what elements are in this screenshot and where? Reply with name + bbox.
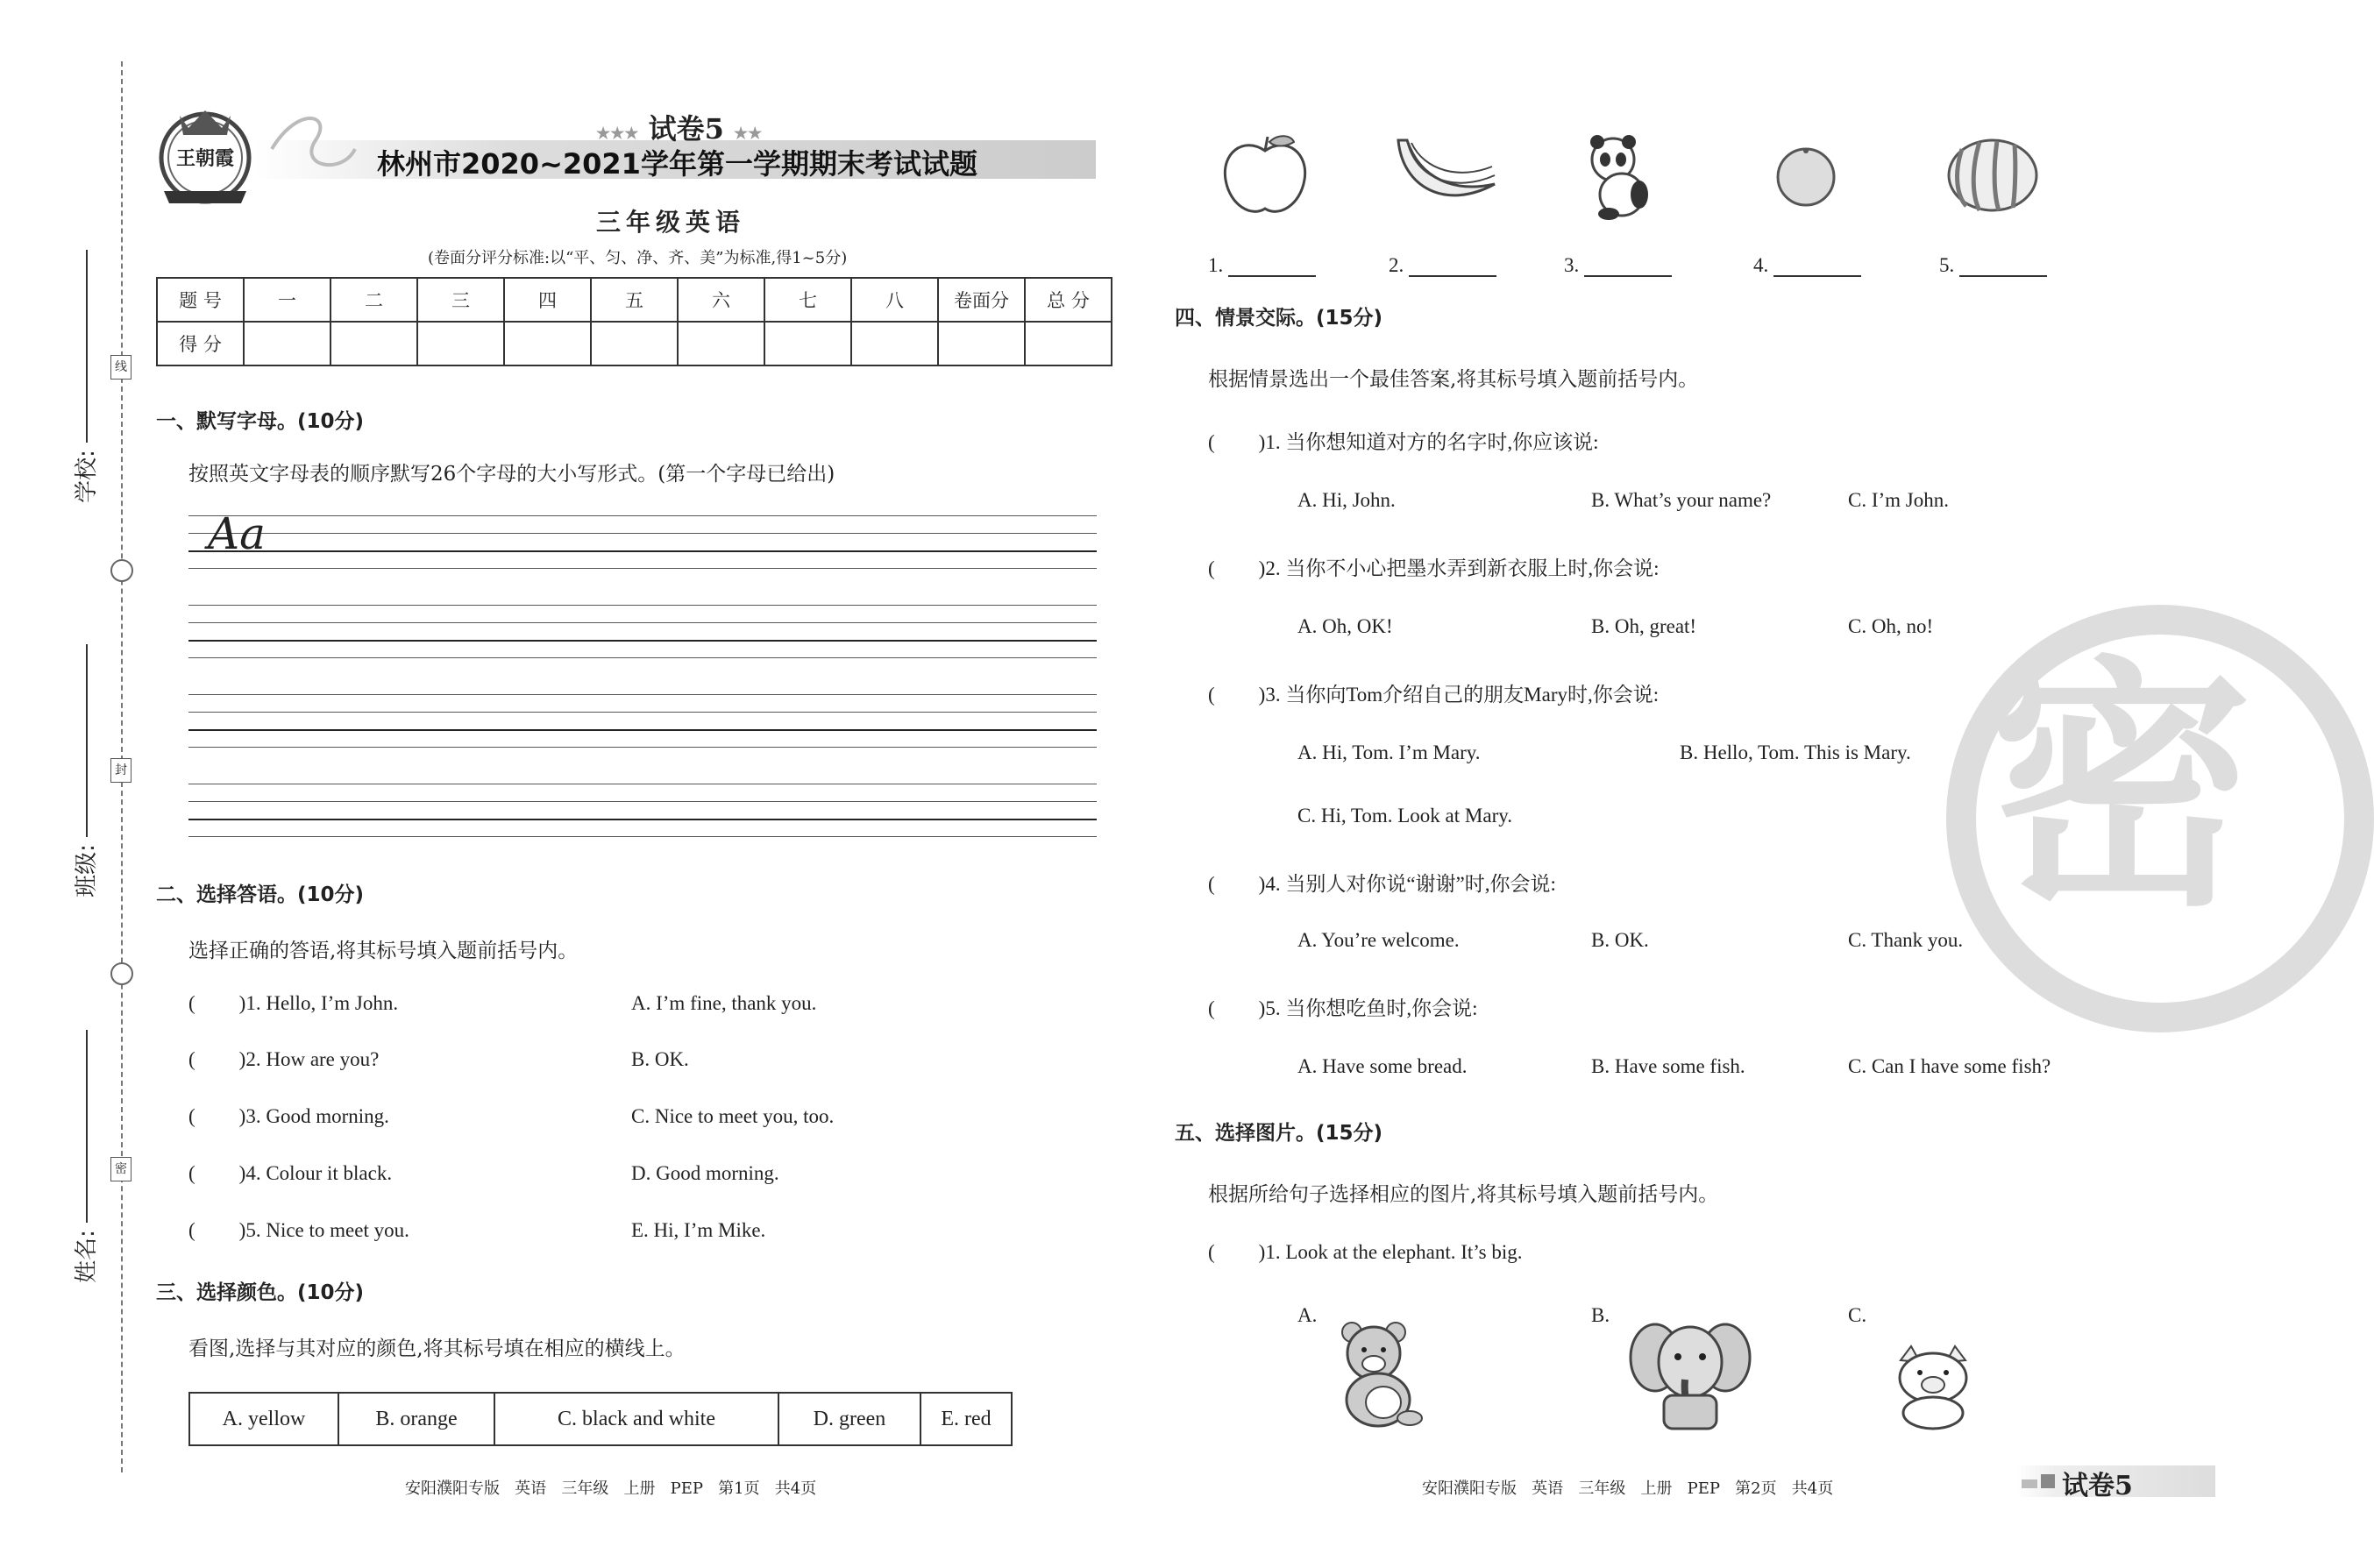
answer-paren-open[interactable]: ( xyxy=(188,992,195,1014)
section4-option: A. Hi, John. xyxy=(1297,489,1396,511)
answer-paren[interactable]: ( ) xyxy=(1208,431,1266,453)
section4-option: B. Hello, Tom. This is Mary. xyxy=(1680,741,1911,763)
section4-heading: 四、情景交际。(15分) xyxy=(1175,307,1383,330)
section4-option: B. Oh, great! xyxy=(1591,615,1697,637)
question-text: 4. Colour it black. xyxy=(245,1162,393,1184)
binding-mark-seal: 封 xyxy=(110,758,131,783)
school-label: 学校: xyxy=(73,450,100,503)
picture-blank[interactable]: 2. xyxy=(1389,254,1496,277)
orange-icon xyxy=(1771,140,1841,214)
answer-paren-close: ) xyxy=(238,1162,246,1184)
score-header-cell: 七 xyxy=(764,278,851,322)
color-option: E. red xyxy=(920,1393,1012,1445)
section5-option-label: C. xyxy=(1848,1304,1867,1326)
section4-option: C. I’m John. xyxy=(1848,489,1949,511)
score-header-cell: 卷面分 xyxy=(938,278,1025,322)
section4-question: ( )2. 当你不小心把墨水弄到新衣服上时,你会说: xyxy=(1208,557,1660,579)
binding-margin xyxy=(0,0,140,1568)
section4-option: A. Hi, Tom. I’m Mary. xyxy=(1297,741,1481,763)
binding-mark-line: 线 xyxy=(110,355,131,380)
section4-question: ( )3. 当你向Tom介绍自己的朋友Mary时,你会说: xyxy=(1208,684,1660,706)
picture-blank[interactable]: 3. xyxy=(1564,254,1672,277)
score-header-cell: 六 xyxy=(678,278,764,322)
binding-mark-secret: 密 xyxy=(110,1157,131,1181)
section4-option: A. Oh, OK! xyxy=(1297,615,1393,637)
section4-option: B. OK. xyxy=(1591,929,1649,951)
handwriting-lines[interactable] xyxy=(188,508,1097,848)
series-label: ★★★ 试卷5 ★★ xyxy=(596,112,763,145)
picture-blank[interactable]: 5. xyxy=(1939,254,2047,277)
binding-circle-icon xyxy=(110,962,133,985)
binding-circle-icon xyxy=(110,559,133,582)
score-table xyxy=(156,277,1112,366)
answer-paren[interactable]: ( ) xyxy=(1208,684,1266,706)
school-field[interactable] xyxy=(68,250,103,513)
score-header-cell: 四 xyxy=(504,278,591,322)
section2-option: B. OK. xyxy=(631,1048,689,1070)
score-header-cell: 一 xyxy=(244,278,331,322)
page-title: 林州市2020~2021学年第一学期期末考试试题 xyxy=(377,147,977,181)
score-input-cell[interactable] xyxy=(417,322,504,365)
score-header-cell: 三 xyxy=(417,278,504,322)
answer-paren[interactable]: ( ) xyxy=(1208,557,1266,579)
section4-question: ( )5. 当你想吃鱼时,你会说: xyxy=(1208,997,1478,1019)
page-subtitle: 三年级英语 xyxy=(596,208,746,237)
score-header-cell: 总 分 xyxy=(1025,278,1112,322)
question-text: 1. Hello, I’m John. xyxy=(245,992,399,1014)
color-option: A. yellow xyxy=(189,1393,338,1445)
color-option: B. orange xyxy=(338,1393,494,1445)
corner-squares xyxy=(2022,1479,2037,1488)
score-input-cell[interactable] xyxy=(938,322,1025,365)
answer-paren[interactable]: ( ) xyxy=(1208,1241,1266,1263)
answer-paren[interactable]: ( ) xyxy=(1208,997,1266,1019)
corner-label: 试卷5 xyxy=(2062,1471,2133,1501)
answer-paren-close: ) xyxy=(238,1219,246,1241)
picture-blank[interactable]: 4. xyxy=(1753,254,1861,277)
section2-option: E. Hi, I’m Mike. xyxy=(631,1219,766,1241)
section4-option: A. You’re welcome. xyxy=(1297,929,1460,951)
pig-icon xyxy=(1885,1343,1981,1434)
left-footer: 安阳濮阳专版 英语 三年级 上册 PEP 第1页 共4页 xyxy=(405,1479,817,1498)
score-header-cell: 题 号 xyxy=(157,278,244,322)
section5-heading: 五、选择图片。(15分) xyxy=(1175,1122,1383,1145)
class-field[interactable] xyxy=(68,644,103,907)
score-input-cell[interactable] xyxy=(851,322,938,365)
class-label: 班级: xyxy=(73,844,100,898)
brand-logo xyxy=(153,103,257,207)
color-option: C. black and white xyxy=(494,1393,778,1445)
score-row-label: 得 分 xyxy=(157,322,244,365)
section4-instruction: 根据情景选出一个最佳答案,将其标号填入题前括号内。 xyxy=(1208,368,1699,391)
section4-option: B. What’s your name? xyxy=(1591,489,1772,511)
section2-question xyxy=(188,1219,409,1242)
section5-instruction: 根据所给句子选择相应的图片,将其标号填入题前括号内。 xyxy=(1208,1183,1719,1206)
section4-question: ( )1. 当你想知道对方的名字时,你应该说: xyxy=(1208,431,1599,453)
name-field[interactable] xyxy=(68,1030,103,1293)
panda-icon xyxy=(1578,133,1657,224)
section5-question: ( )1. Look at the elephant. It’s big. xyxy=(1208,1241,1523,1263)
question-text: 3. Good morning. xyxy=(245,1105,389,1127)
apple-icon xyxy=(1217,131,1313,223)
score-input-cell[interactable] xyxy=(591,322,678,365)
question-text: 5. Nice to meet you. xyxy=(245,1219,409,1241)
section2-question xyxy=(188,992,398,1015)
section4-option: C. Oh, no! xyxy=(1848,615,1934,637)
score-header-cell: 二 xyxy=(331,278,417,322)
corner-squares xyxy=(2041,1474,2055,1488)
answer-paren-open[interactable]: ( xyxy=(188,1162,195,1184)
section2-question xyxy=(188,1048,379,1071)
section1-heading: 一、默写字母。(10分) xyxy=(156,410,365,433)
banana-icon xyxy=(1394,136,1499,218)
brand-logo-text: 王朝霞 xyxy=(175,148,234,170)
picture-blank[interactable]: 1. xyxy=(1208,254,1316,277)
color-options-table xyxy=(188,1392,1013,1446)
question-text: 2. How are you? xyxy=(245,1048,380,1070)
section4-option: C. Thank you. xyxy=(1848,929,1964,951)
section3-heading: 三、选择颜色。(10分) xyxy=(156,1281,365,1304)
watermark-text: 密 xyxy=(1990,635,2253,941)
section2-question xyxy=(188,1105,389,1128)
answer-paren-open[interactable]: ( xyxy=(188,1048,195,1070)
section5-option-label: A. xyxy=(1297,1304,1318,1326)
watermelon-icon xyxy=(1944,136,2041,218)
score-input-cell[interactable] xyxy=(1025,322,1112,365)
score-input-cell[interactable] xyxy=(504,322,591,365)
example-letters: Aa xyxy=(208,508,266,559)
section4-option: A. Have some bread. xyxy=(1297,1055,1468,1077)
bear-icon xyxy=(1333,1316,1429,1434)
answer-paren-open[interactable]: ( xyxy=(188,1105,195,1127)
section3-instruction: 看图,选择与其对应的颜色,将其标号填在相应的横线上。 xyxy=(188,1337,686,1360)
score-input-cell[interactable] xyxy=(764,322,851,365)
score-input-cell[interactable] xyxy=(244,322,331,365)
answer-paren-close: ) xyxy=(238,1048,246,1070)
section2-heading: 二、选择答语。(10分) xyxy=(156,883,365,906)
section2-option: D. Good morning. xyxy=(631,1162,779,1184)
score-input-cell[interactable] xyxy=(678,322,764,365)
answer-paren[interactable]: ( ) xyxy=(1208,873,1266,895)
score-input-cell[interactable] xyxy=(331,322,417,365)
section2-option: A. I’m fine, thank you. xyxy=(631,992,817,1014)
section1-instruction: 按照英文字母表的顺序默写26个字母的大小写形式。(第一个字母已给出) xyxy=(188,463,835,486)
color-option: D. green xyxy=(778,1393,920,1445)
score-header-cell: 八 xyxy=(851,278,938,322)
name-label: 姓名: xyxy=(73,1230,100,1283)
answer-paren-open[interactable]: ( xyxy=(188,1219,195,1241)
answer-paren-close: ) xyxy=(238,992,246,1014)
right-footer: 安阳濮阳专版 英语 三年级 上册 PEP 第2页 共4页 xyxy=(1422,1479,1834,1498)
section4-option: C. Can I have some fish? xyxy=(1848,1055,2051,1077)
section4-option: B. Have some fish. xyxy=(1591,1055,1745,1077)
section5-option-label: B. xyxy=(1591,1304,1610,1326)
score-header-cell: 五 xyxy=(591,278,678,322)
elephant-icon xyxy=(1629,1318,1752,1436)
ribbon-decoration xyxy=(263,96,359,184)
section2-option: C. Nice to meet you, too. xyxy=(631,1105,835,1127)
section4-option: C. Hi, Tom. Look at Mary. xyxy=(1297,805,1512,827)
answer-paren-close: ) xyxy=(238,1105,246,1127)
scoring-note: (卷面分评分标准:以“平、匀、净、齐、美”为标准,得1~5分) xyxy=(428,249,848,267)
section2-question xyxy=(188,1162,392,1185)
section2-instruction: 选择正确的答语,将其标号填入题前括号内。 xyxy=(188,940,579,962)
section4-question: ( )4. 当别人对你说“谢谢”时,你会说: xyxy=(1208,873,1556,895)
